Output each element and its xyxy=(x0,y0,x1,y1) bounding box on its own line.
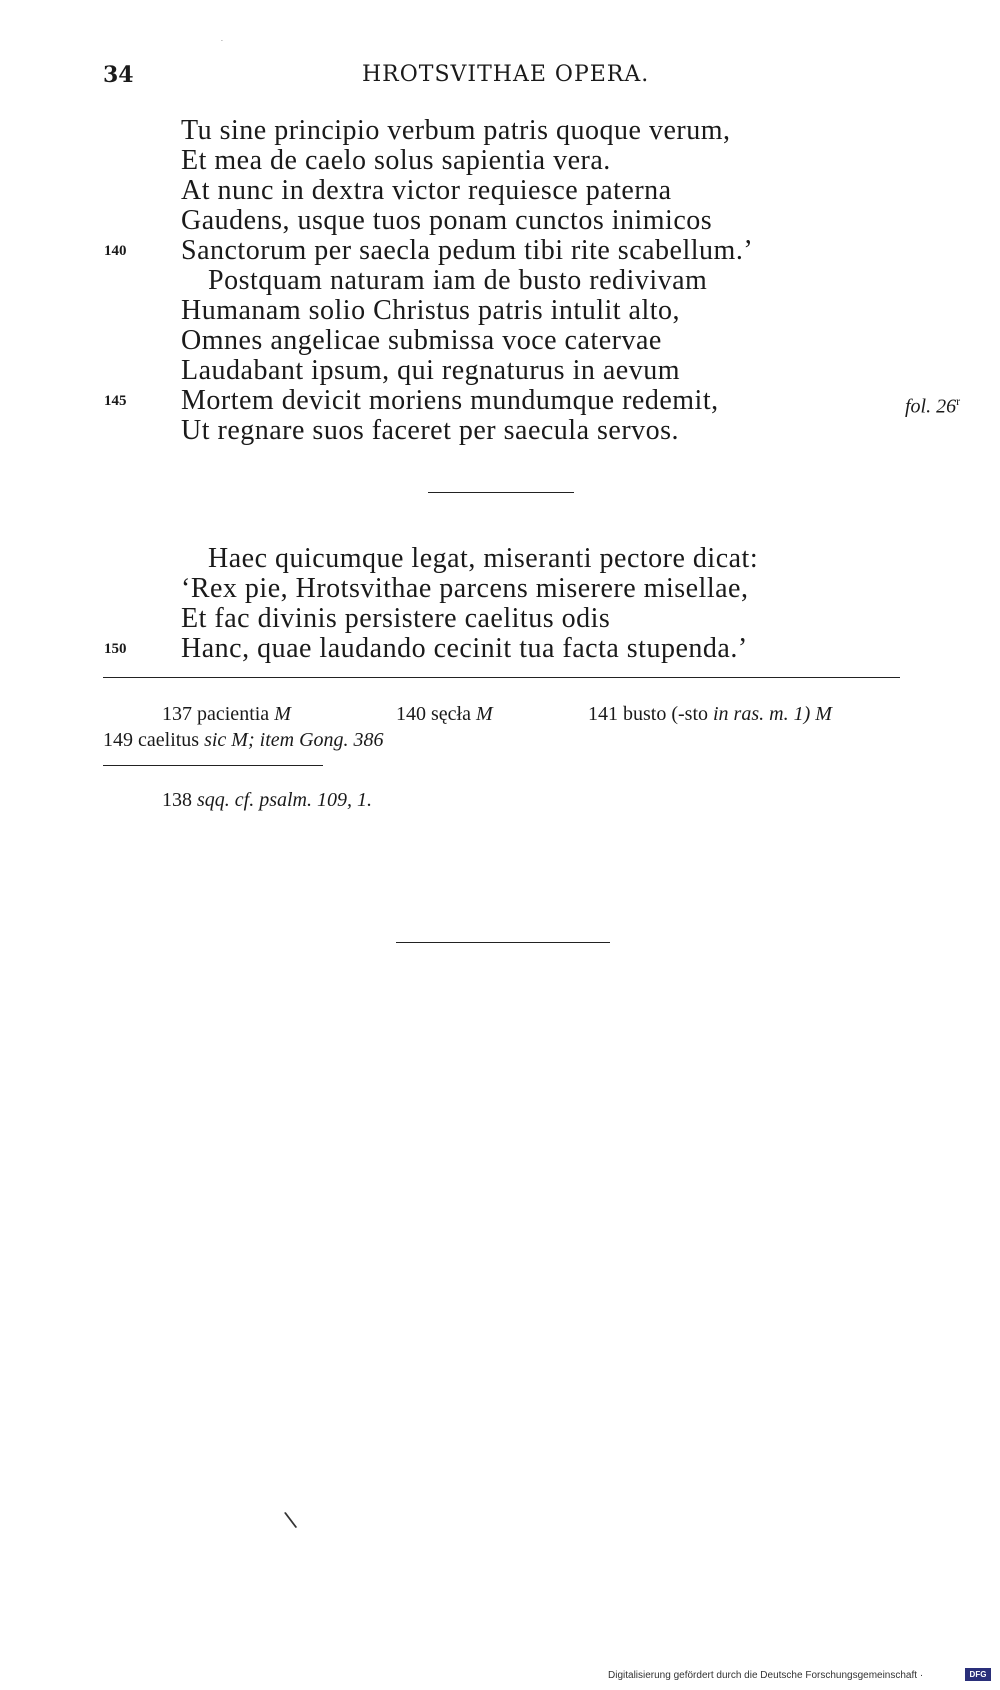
apparatus-entry xyxy=(588,701,832,727)
running-title: HROTSVITHAE OPERA. xyxy=(362,62,650,87)
verse-line: At nunc in dextra victor requiesce paterna xyxy=(181,175,672,206)
end-rule xyxy=(396,942,610,943)
apparatus-siglum: M xyxy=(815,703,832,725)
folio-side: r xyxy=(956,394,961,408)
apparatus-siglum: M xyxy=(274,703,291,725)
page-number: 34 xyxy=(103,62,134,88)
apparatus-line-number: 141 xyxy=(588,703,618,725)
apparatus-siglum: M xyxy=(475,703,493,725)
apparatus-reading: busto (-sto xyxy=(623,703,708,725)
apparatus-note: sic M; item Gong. 386 xyxy=(204,729,384,751)
apparatus-reading: pacientia xyxy=(197,703,270,725)
line-number: 150 xyxy=(104,641,127,657)
verse-line: Gaudens, usque tuos ponam cunctos inimicos xyxy=(181,205,713,236)
verse-line: Ut regnare suos faceret per saecula servos. xyxy=(181,415,680,446)
verse-line: Humanam solio Christus patris intulit alto, xyxy=(181,295,681,326)
section-divider xyxy=(428,492,574,493)
folio-text: fol. 26 xyxy=(905,395,957,418)
sources-reference: sqq. cf. psalm. 109, 1. xyxy=(197,789,372,811)
verse-line: Tu sine principio verbum patris quoque verum, xyxy=(181,115,731,146)
scan-mark: \ xyxy=(282,1507,299,1534)
apparatus-line-number: 149 xyxy=(103,729,133,751)
folio-marker xyxy=(905,386,960,422)
apparatus-note: in ras. m. 1) xyxy=(713,703,811,725)
apparatus-line-number: 140 xyxy=(396,703,426,725)
digitization-credit: Digitalisierung gefördert durch die Deutsche Forschungsgemeinschaft · xyxy=(608,1670,924,1681)
apparatus-rule xyxy=(103,677,900,678)
verse-line: Hanc, quae laudando cecinit tua facta stupenda.’ xyxy=(181,633,748,664)
verse-line: Sanctorum per saecla pedum tibi rite scabellum.’ xyxy=(181,235,754,266)
verse-line: Haec quicumque legat, miseranti pectore dicat: xyxy=(208,543,759,574)
apparatus-reading: caelitus xyxy=(138,729,200,751)
verse-line: Omnes angelicae submissa voce catervae xyxy=(181,325,662,356)
apparatus-line-number: 137 xyxy=(162,703,192,725)
verse-line: Postquam naturam iam de busto redivivam xyxy=(208,265,708,296)
verse-line: Laudabant ipsum, qui regnaturus in aevum xyxy=(181,355,680,386)
verse-line: Mortem devicit moriens mundumque redemit, xyxy=(181,385,719,416)
sources-apparatus xyxy=(162,787,372,813)
sources-rule xyxy=(103,765,323,766)
apparatus-entry xyxy=(103,727,384,753)
verse-line: Et fac divinis persistere caelitus odis xyxy=(181,603,611,634)
verse-line: Et mea de caelo solus sapientia vera. xyxy=(181,145,611,176)
line-number: 140 xyxy=(104,243,127,259)
line-number: 145 xyxy=(104,393,127,409)
apparatus-reading: sęcła xyxy=(431,703,471,725)
dfg-logo: DFG xyxy=(965,1668,991,1681)
apparatus-entry xyxy=(162,701,291,727)
verse-line: ‘Rex pie, Hrotsvithae parcens miserere misellae, xyxy=(181,573,749,604)
apparatus-entry xyxy=(396,701,493,727)
sources-line-number: 138 xyxy=(162,789,192,811)
scan-speck: · xyxy=(221,38,223,45)
